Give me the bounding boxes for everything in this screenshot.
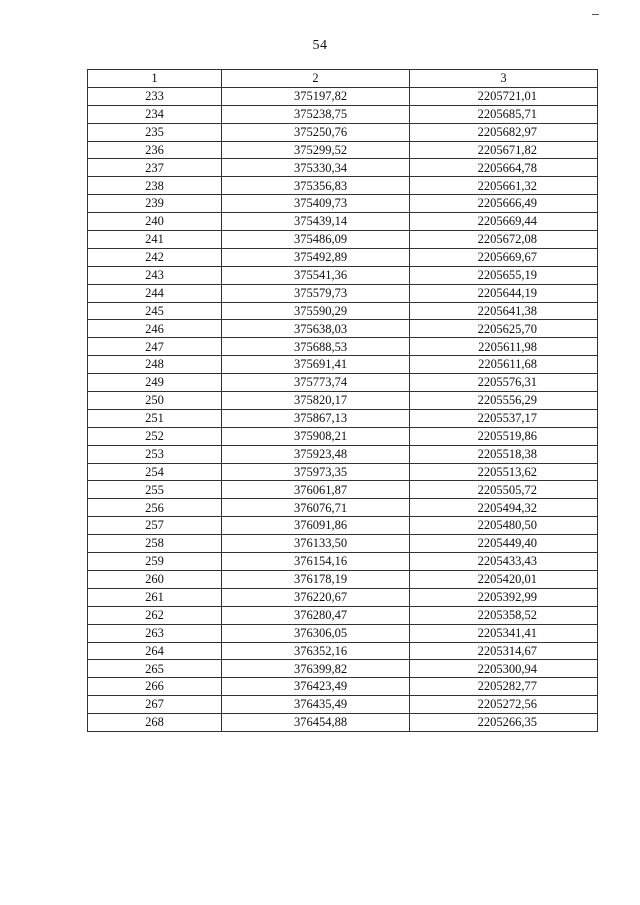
cell-x-coordinate: 376306,05: [222, 624, 410, 642]
table-row: [88, 231, 598, 249]
table-row: [88, 624, 598, 642]
cell-y-coordinate: 2205611,68: [410, 356, 598, 374]
cell-y-coordinate: 2205341,41: [410, 624, 598, 642]
cell-x-coordinate: 375299,52: [222, 141, 410, 159]
cell-x-coordinate: 375908,21: [222, 427, 410, 445]
cell-x-coordinate: 375356,83: [222, 177, 410, 195]
cell-point-number: 236: [88, 141, 222, 159]
table-body: [88, 87, 598, 731]
header-cell-x-coordinate: 2: [222, 70, 410, 88]
cell-point-number: 245: [88, 302, 222, 320]
header-cell-point-number: 1: [88, 70, 222, 88]
cell-point-number: 234: [88, 105, 222, 123]
cell-y-coordinate: 2205392,99: [410, 588, 598, 606]
cell-point-number: 257: [88, 517, 222, 535]
table-row: [88, 535, 598, 553]
cell-point-number: 261: [88, 588, 222, 606]
cell-x-coordinate: 376133,50: [222, 535, 410, 553]
cell-x-coordinate: 375486,09: [222, 231, 410, 249]
cell-point-number: 247: [88, 338, 222, 356]
cell-y-coordinate: 2205721,01: [410, 87, 598, 105]
cell-point-number: 251: [88, 409, 222, 427]
table-row: [88, 87, 598, 105]
cell-point-number: 249: [88, 374, 222, 392]
table-row: [88, 159, 598, 177]
cell-y-coordinate: 2205266,35: [410, 714, 598, 732]
cell-y-coordinate: 2205661,32: [410, 177, 598, 195]
cell-x-coordinate: 375409,73: [222, 195, 410, 213]
cell-y-coordinate: 2205576,31: [410, 374, 598, 392]
cell-x-coordinate: 375820,17: [222, 392, 410, 410]
cell-x-coordinate: 376399,82: [222, 660, 410, 678]
cell-y-coordinate: 2205519,86: [410, 427, 598, 445]
cell-x-coordinate: 376076,71: [222, 499, 410, 517]
cell-y-coordinate: 2205611,98: [410, 338, 598, 356]
table-row: [88, 553, 598, 571]
cell-y-coordinate: 2205666,49: [410, 195, 598, 213]
cell-point-number: 267: [88, 696, 222, 714]
cell-y-coordinate: 2205669,67: [410, 248, 598, 266]
header-cell-y-coordinate: 3: [410, 70, 598, 88]
cell-y-coordinate: 2205625,70: [410, 320, 598, 338]
cell-y-coordinate: 2205358,52: [410, 606, 598, 624]
cell-x-coordinate: 375439,14: [222, 213, 410, 231]
cell-x-coordinate: 375867,13: [222, 409, 410, 427]
cell-point-number: 263: [88, 624, 222, 642]
table-row: [88, 481, 598, 499]
cell-point-number: 259: [88, 553, 222, 571]
cell-x-coordinate: 376423,49: [222, 678, 410, 696]
cell-point-number: 243: [88, 266, 222, 284]
table-row: [88, 248, 598, 266]
cell-point-number: 248: [88, 356, 222, 374]
table-row: [88, 714, 598, 732]
cell-point-number: 253: [88, 445, 222, 463]
cell-point-number: 233: [88, 87, 222, 105]
cell-x-coordinate: 375330,34: [222, 159, 410, 177]
cell-y-coordinate: 2205449,40: [410, 535, 598, 553]
cell-x-coordinate: 375238,75: [222, 105, 410, 123]
cell-x-coordinate: 376220,67: [222, 588, 410, 606]
cell-point-number: 260: [88, 570, 222, 588]
table-header-row: [88, 70, 598, 88]
cell-y-coordinate: 2205494,32: [410, 499, 598, 517]
cell-point-number: 258: [88, 535, 222, 553]
cell-point-number: 241: [88, 231, 222, 249]
table-row: [88, 606, 598, 624]
cell-point-number: 252: [88, 427, 222, 445]
cell-point-number: 255: [88, 481, 222, 499]
table-row: [88, 177, 598, 195]
cell-y-coordinate: 2205671,82: [410, 141, 598, 159]
cell-y-coordinate: 2205641,38: [410, 302, 598, 320]
table-row: [88, 570, 598, 588]
cell-y-coordinate: 2205537,17: [410, 409, 598, 427]
cell-x-coordinate: 376091,86: [222, 517, 410, 535]
cell-y-coordinate: 2205669,44: [410, 213, 598, 231]
table-row: [88, 195, 598, 213]
cell-x-coordinate: 376178,19: [222, 570, 410, 588]
cell-y-coordinate: 2205433,43: [410, 553, 598, 571]
table-row: [88, 499, 598, 517]
cell-x-coordinate: 375541,36: [222, 266, 410, 284]
cell-x-coordinate: 375590,29: [222, 302, 410, 320]
cell-y-coordinate: 2205480,50: [410, 517, 598, 535]
cell-y-coordinate: 2205505,72: [410, 481, 598, 499]
table-row: [88, 392, 598, 410]
cell-point-number: 237: [88, 159, 222, 177]
table-row: [88, 445, 598, 463]
table-row: [88, 427, 598, 445]
cell-point-number: 254: [88, 463, 222, 481]
cell-x-coordinate: 376454,88: [222, 714, 410, 732]
cell-point-number: 266: [88, 678, 222, 696]
cell-y-coordinate: 2205282,77: [410, 678, 598, 696]
cell-point-number: 239: [88, 195, 222, 213]
scan-corner-mark: [592, 14, 599, 15]
cell-point-number: 265: [88, 660, 222, 678]
table-row: [88, 374, 598, 392]
table-row: [88, 517, 598, 535]
cell-point-number: 264: [88, 642, 222, 660]
cell-point-number: 244: [88, 284, 222, 302]
coordinates-table: [87, 69, 598, 732]
cell-point-number: 238: [88, 177, 222, 195]
cell-y-coordinate: 2205644,19: [410, 284, 598, 302]
cell-x-coordinate: 375492,89: [222, 248, 410, 266]
cell-x-coordinate: 376352,16: [222, 642, 410, 660]
table-row: [88, 338, 598, 356]
cell-y-coordinate: 2205682,97: [410, 123, 598, 141]
cell-x-coordinate: 375973,35: [222, 463, 410, 481]
cell-y-coordinate: 2205272,56: [410, 696, 598, 714]
cell-x-coordinate: 375250,76: [222, 123, 410, 141]
cell-y-coordinate: 2205556,29: [410, 392, 598, 410]
cell-x-coordinate: 375197,82: [222, 87, 410, 105]
table-row: [88, 463, 598, 481]
table-row: [88, 123, 598, 141]
table-row: [88, 409, 598, 427]
cell-x-coordinate: 375773,74: [222, 374, 410, 392]
table-row: [88, 588, 598, 606]
cell-x-coordinate: 376061,87: [222, 481, 410, 499]
cell-y-coordinate: 2205655,19: [410, 266, 598, 284]
cell-x-coordinate: 375638,03: [222, 320, 410, 338]
cell-point-number: 242: [88, 248, 222, 266]
table-row: [88, 678, 598, 696]
cell-point-number: 240: [88, 213, 222, 231]
table-row: [88, 105, 598, 123]
cell-point-number: 235: [88, 123, 222, 141]
cell-y-coordinate: 2205314,67: [410, 642, 598, 660]
table-row: [88, 696, 598, 714]
cell-x-coordinate: 375579,73: [222, 284, 410, 302]
cell-x-coordinate: 376435,49: [222, 696, 410, 714]
cell-point-number: 256: [88, 499, 222, 517]
table-row: [88, 356, 598, 374]
cell-y-coordinate: 2205300,94: [410, 660, 598, 678]
cell-point-number: 246: [88, 320, 222, 338]
cell-x-coordinate: 375923,48: [222, 445, 410, 463]
table-row: [88, 213, 598, 231]
table-row: [88, 320, 598, 338]
cell-x-coordinate: 375691,41: [222, 356, 410, 374]
cell-x-coordinate: 376280,47: [222, 606, 410, 624]
cell-y-coordinate: 2205518,38: [410, 445, 598, 463]
table-row: [88, 642, 598, 660]
table-row: [88, 141, 598, 159]
table-row: [88, 284, 598, 302]
cell-y-coordinate: 2205664,78: [410, 159, 598, 177]
cell-y-coordinate: 2205672,08: [410, 231, 598, 249]
table-row: [88, 660, 598, 678]
cell-y-coordinate: 2205420,01: [410, 570, 598, 588]
table-row: [88, 266, 598, 284]
cell-point-number: 262: [88, 606, 222, 624]
cell-y-coordinate: 2205513,62: [410, 463, 598, 481]
cell-x-coordinate: 376154,16: [222, 553, 410, 571]
cell-x-coordinate: 375688,53: [222, 338, 410, 356]
cell-point-number: 268: [88, 714, 222, 732]
page-number: 54: [312, 38, 328, 53]
cell-y-coordinate: 2205685,71: [410, 105, 598, 123]
table-row: [88, 302, 598, 320]
cell-point-number: 250: [88, 392, 222, 410]
